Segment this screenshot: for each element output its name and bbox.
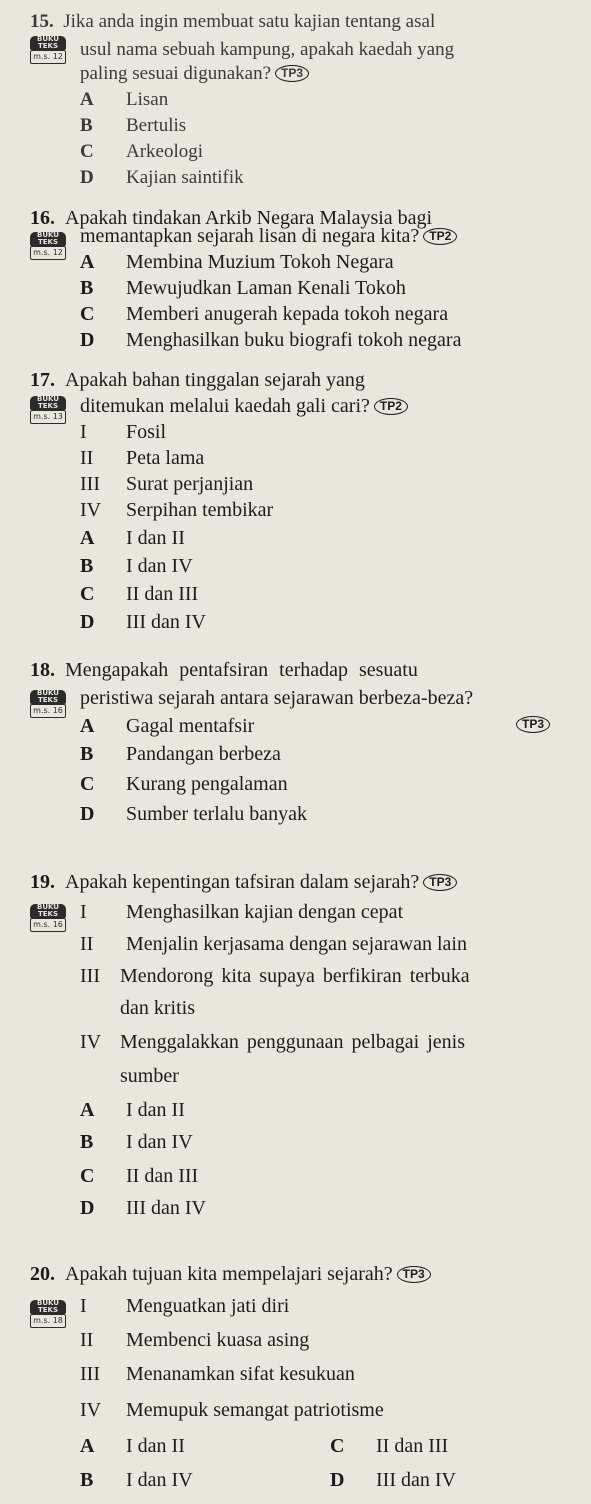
q15-line1: 15. Jika anda ingin membuat satu kajian tentang asal: [30, 11, 436, 32]
q19-item-iii-cont: dan kritis: [120, 997, 195, 1019]
q19-item-iii: III Mendorong kita supaya berfikiran terbuka: [80, 965, 470, 987]
q19-option-a: A I dan II: [80, 1099, 185, 1121]
q15-option-c: C Arkeologi: [80, 141, 204, 162]
q15-option-b: B Bertulis: [80, 115, 187, 136]
q20-line1: 20. Apakah tujuan kita mempelajari sejarah? TP3: [30, 1262, 431, 1286]
q18-line1: 18. Mengapakah pentafsiran terhadap sesuatu: [30, 659, 418, 681]
q19-option-d: D III dan IV: [80, 1197, 206, 1219]
q20-option-d: D III dan IV: [330, 1469, 456, 1491]
q18-line2: peristiwa sejarah antara sejarawan berbeza-beza?: [80, 687, 474, 709]
q20-option-b: B I dan IV: [80, 1469, 193, 1491]
q16-line2: memantapkan sejarah lisan di negara kita? TP2: [80, 224, 457, 248]
q19-item-ii: II Menjalin kerjasama dengan sejarawan lain: [80, 933, 467, 955]
q15-option-a: A Lisan: [80, 89, 169, 110]
q17-line2: ditemukan melalui kaedah gali cari? TP2: [80, 394, 408, 418]
tp-badge: TP3: [397, 1266, 431, 1283]
q17-number: 17.: [30, 369, 55, 391]
q18-option-b: B Pandangan berbeza: [80, 743, 281, 765]
q17-item-i: I Fosil: [80, 421, 167, 443]
q15-line2: usul nama sebuah kampung, apakah kaedah yang: [80, 39, 455, 60]
q17-line1: 17. Apakah bahan tinggalan sejarah yang: [30, 369, 365, 391]
q18-option-c: C Kurang pengalaman: [80, 773, 288, 795]
q16-textbook-badge: BUKU TEKS m.s. 12: [30, 232, 66, 262]
q16-line1: 16. Apakah tindakan Arkib Negara Malaysia bagi: [30, 207, 433, 229]
tp-badge: TP3: [423, 874, 457, 891]
q18-textbook-badge: BUKU TEKS m.s. 16: [30, 690, 66, 720]
q20-item-iv: IV Memupuk semangat patriotisme: [80, 1399, 384, 1421]
q20-number: 20.: [30, 1263, 55, 1285]
q16-option-b: B Mewujudkan Laman Kenali Tokoh: [80, 277, 406, 299]
tp-badge: TP2: [374, 398, 408, 415]
q17-option-c: C II dan III: [80, 583, 199, 605]
q20-item-iii: III Menanamkan sifat kesukuan: [80, 1363, 355, 1385]
q19-textbook-badge: BUKU TEKS m.s. 16: [30, 904, 66, 934]
tp-badge: TP2: [423, 228, 457, 245]
q17-option-a: A I dan II: [80, 527, 185, 549]
q19-item-iv: IV Menggalakkan penggunaan pelbagai jenis: [80, 1031, 465, 1053]
q19-line1: 19. Apakah kepentingan tafsiran dalam sejarah? TP3: [30, 870, 457, 894]
q18-option-d: D Sumber terlalu banyak: [80, 803, 308, 825]
q18-number: 18.: [30, 659, 55, 681]
q16-option-d: D Menghasilkan buku biografi tokoh negara: [80, 329, 462, 351]
q20-textbook-badge: BUKU TEKS m.s. 18: [30, 1300, 66, 1330]
q20-option-a: A I dan II: [80, 1435, 185, 1457]
q16-option-a: A Membina Muzium Tokoh Negara: [80, 251, 394, 273]
q16-number: 16.: [30, 207, 55, 229]
q19-option-c: C II dan III: [80, 1165, 199, 1187]
q19-item-iv-cont: sumber: [120, 1065, 179, 1087]
q17-option-b: B I dan IV: [80, 555, 193, 577]
q16-option-c: C Memberi anugerah kepada tokoh negara: [80, 303, 449, 325]
q19-item-i: I Menghasilkan kajian dengan cepat: [80, 901, 404, 923]
tp-badge: TP3: [275, 65, 309, 82]
q17-item-iii: III Surat perjanjian: [80, 473, 254, 495]
q19-number: 19.: [30, 871, 55, 893]
q17-item-ii: II Peta lama: [80, 447, 205, 469]
q17-textbook-badge: BUKU TEKS m.s. 13: [30, 396, 66, 426]
q18-option-a: A Gagal mentafsir TP3: [80, 714, 550, 738]
q17-option-d: D III dan IV: [80, 611, 206, 633]
q15-option-d: D Kajian saintifik: [80, 167, 244, 188]
q15-number: 15.: [30, 11, 54, 32]
q20-item-ii: II Membenci kuasa asing: [80, 1329, 310, 1351]
q17-item-iv: IV Serpihan tembikar: [80, 499, 274, 521]
q15-line3: paling sesuai digunakan? TP3: [80, 62, 309, 86]
q20-option-c: C II dan III: [330, 1435, 449, 1457]
q20-item-i: I Menguatkan jati diri: [80, 1295, 290, 1317]
q15-textbook-badge: BUKU TEKS m.s. 12: [30, 36, 66, 66]
tp-badge: TP3: [516, 716, 550, 733]
q19-option-b: B I dan IV: [80, 1131, 193, 1153]
